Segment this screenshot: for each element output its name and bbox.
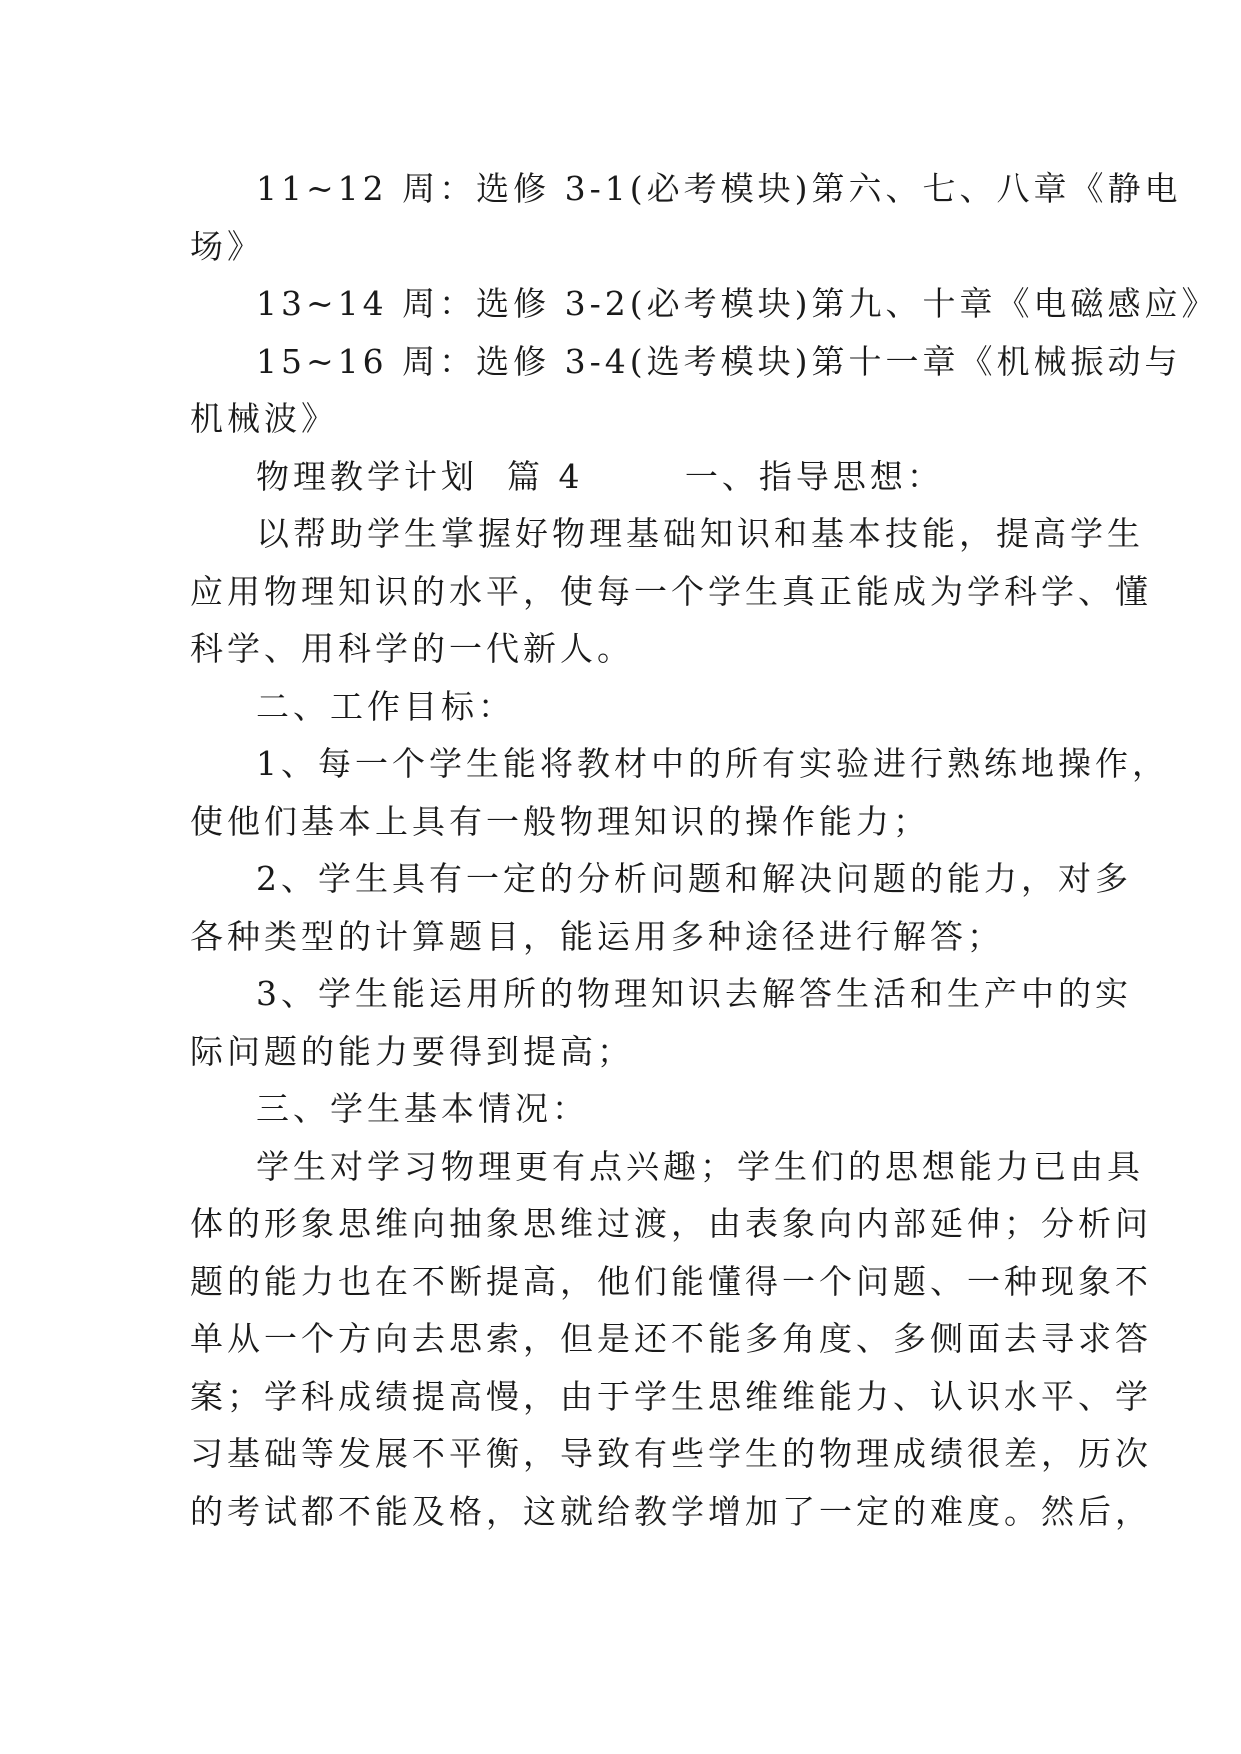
text-line: 案；学科成绩提高慢，由于学生思维维能力、认识水平、学 bbox=[190, 1376, 1152, 1416]
text-line: 机械波》 bbox=[190, 399, 338, 438]
text-line: 应用物理知识的水平，使每一个学生真正能成为学科学、懂 bbox=[190, 571, 1152, 611]
text-line: 2、学生具有一定的分析问题和解决问题的能力，对多 bbox=[256, 859, 1132, 898]
document-body bbox=[190, 160, 1219, 1540]
section-heading-line: 二、工作目标： bbox=[256, 686, 515, 726]
text-line: 3、学生能运用所的物理知识去解答生活和生产中的实 bbox=[256, 974, 1132, 1013]
text-line: 13~14 周：选修 3-2(必考模块)第九、十章《电磁感应》 bbox=[256, 284, 1219, 323]
text-line: 使他们基本上具有一般物理知识的操作能力； bbox=[190, 801, 930, 841]
section-heading-line: 物理教学计划 篇 4 一、指导思想： bbox=[256, 456, 944, 496]
text-line: 习基础等发展不平衡，导致有些学生的物理成绩很差，历次 bbox=[190, 1434, 1152, 1473]
section-heading-line: 三、学生基本情况： bbox=[256, 1089, 589, 1128]
text-line: 11~12 周：选修 3-1(必考模块)第六、七、八章《静电 bbox=[256, 169, 1182, 208]
text-line: 1、每一个学生能将教材中的所有实验进行熟练地操作， bbox=[256, 744, 1169, 783]
text-line: 单从一个方向去思索，但是还不能多角度、多侧面去寻求答 bbox=[190, 1319, 1152, 1358]
text-line: 15~16 周：选修 3-4(选考模块)第十一章《机械振动与 bbox=[256, 341, 1182, 381]
text-line: 体的形象思维向抽象思维过渡，由表象向内部延伸；分析问 bbox=[190, 1204, 1152, 1243]
text-line: 际问题的能力要得到提高； bbox=[190, 1031, 634, 1071]
text-line: 学生对学习物理更有点兴趣；学生们的思想能力已由具 bbox=[256, 1146, 1144, 1186]
text-line: 场》 bbox=[190, 226, 264, 266]
text-line: 以帮助学生掌握好物理基础知识和基本技能，提高学生 bbox=[256, 514, 1144, 553]
text-line: 各种类型的计算题目，能运用多种途径进行解答； bbox=[190, 916, 1004, 956]
text-line: 题的能力也在不断提高，他们能懂得一个问题、一种现象不 bbox=[190, 1261, 1152, 1301]
text-line: 科学、用科学的一代新人。 bbox=[190, 629, 634, 668]
text-line: 的考试都不能及格，这就给教学增加了一定的难度。然后， bbox=[190, 1491, 1152, 1531]
